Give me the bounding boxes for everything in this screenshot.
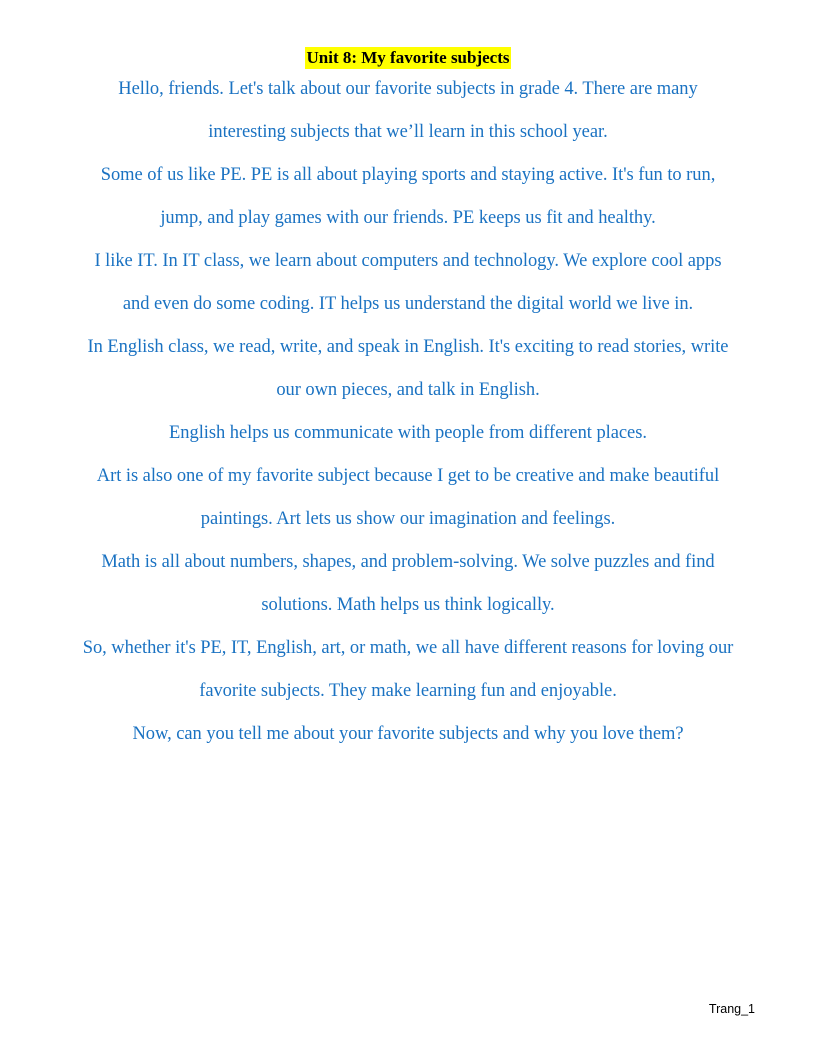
document-body: [80, 68, 736, 756]
title-container: [0, 47, 816, 69]
paragraph-it: I like IT. In IT class, we learn about computers and technology. We explore cool apps and even do some coding. IT helps us understand the digital world we live in.: [94, 251, 722, 314]
page-title: Unit 8: My favorite subjects: [306, 48, 510, 67]
paragraph-intro: Hello, friends. Let's talk about our favorite subjects in grade 4. There are many interesting subjects that we’ll learn in this school year.: [118, 79, 698, 142]
paragraph-summary: So, whether it's PE, IT, English, art, or math, we all have different reasons for loving our favorite subjects. They make learning fun and enjoyable.: [82, 638, 734, 701]
paragraph-pe: Some of us like PE. PE is all about playing sports and staying active. It's fun to run, jump, and play games with our friends. PE keeps us fit and healthy.: [100, 165, 716, 228]
paragraph-math: Math is all about numbers, shapes, and problem-solving. We solve puzzles and find solutions. Math helps us think logically.: [101, 552, 715, 615]
paragraph-art: Art is also one of my favorite subject because I get to be creative and make beautiful paintings. Art lets us show our imagination and feelings.: [96, 466, 720, 529]
page-number-footer: Trang_1: [708, 1002, 755, 1016]
paragraph-english: In English class, we read, write, and speak in English. It's exciting to read stories, write our own pieces, and talk in English.: [87, 337, 729, 400]
paragraph-english-communicate: English helps us communicate with people from different places.: [169, 423, 647, 443]
paragraph-question: Now, can you tell me about your favorite subjects and why you love them?: [132, 724, 684, 744]
